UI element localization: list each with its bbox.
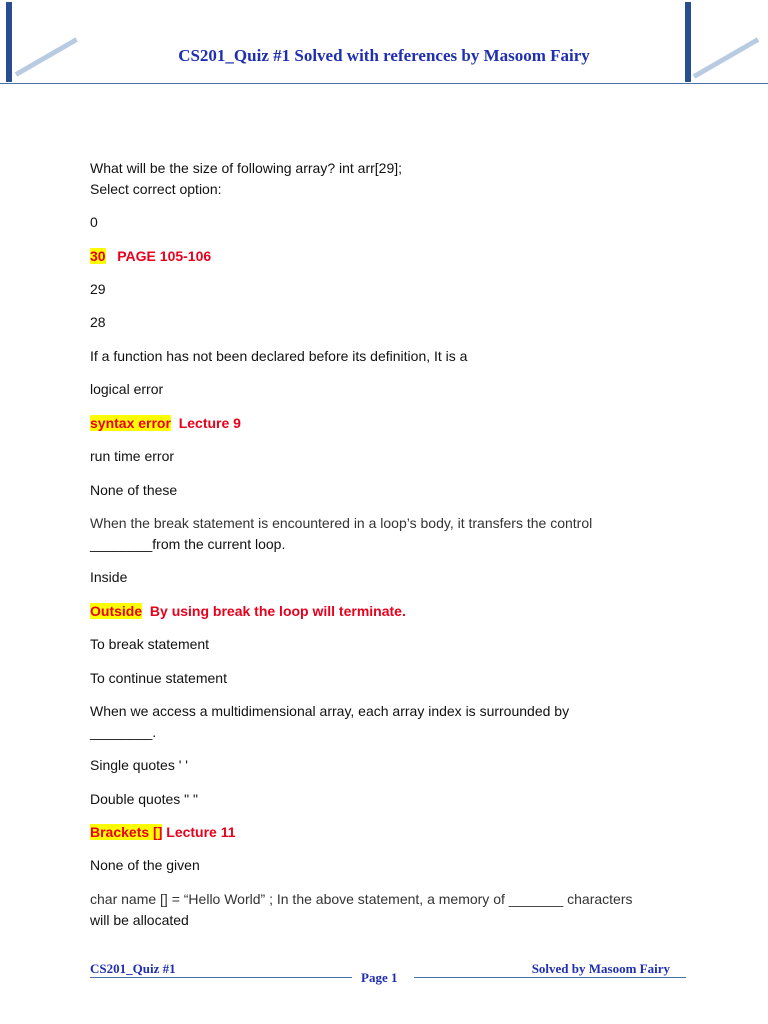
option: None of the given xyxy=(90,857,200,873)
answer-reference: Lecture 9 xyxy=(178,415,241,431)
option: run time error xyxy=(90,448,175,464)
option: To continue statement xyxy=(90,670,227,686)
header-rule xyxy=(0,83,768,84)
question-1-instruction: Select correct option: xyxy=(90,181,222,197)
footer-quiz-title: CS201_Quiz #1 xyxy=(90,961,176,976)
footer-author: Solved by Masoom Fairy xyxy=(531,961,670,976)
answer-reference: By using break the loop will terminate. xyxy=(149,603,406,619)
question-1-text: What will be the size of following array? int arr[29]; xyxy=(90,160,403,176)
option: logical error xyxy=(90,381,164,397)
page-header xyxy=(0,0,768,86)
option: To break statement xyxy=(90,636,210,652)
header-title: CS201_Quiz #1 Solved with references by Masoom Fairy xyxy=(178,46,590,65)
question-3-blank: ________from the current loop. xyxy=(90,536,286,552)
answer-option xyxy=(90,822,236,842)
option: 28 xyxy=(90,314,106,330)
option: Single quotes ' ' xyxy=(90,757,188,773)
question-4-text: When we access a multidimensional array, each array index is surrounded by xyxy=(90,703,570,719)
option: Inside xyxy=(90,569,128,585)
option: 29 xyxy=(90,281,106,297)
answer-text: Brackets [] xyxy=(90,824,163,840)
answer-option xyxy=(90,601,406,621)
option: 0 xyxy=(90,214,98,230)
answer-option xyxy=(90,246,211,266)
footer-rule-left xyxy=(90,977,352,978)
answer-option xyxy=(90,413,241,433)
footer-rule-right xyxy=(414,977,686,978)
answer-reference: Lecture 11 xyxy=(166,824,236,840)
answer-text: syntax error xyxy=(90,415,171,431)
answer-text: 30 xyxy=(90,248,106,264)
question-5-text-cont: will be allocated xyxy=(90,912,189,928)
option: Double quotes " " xyxy=(90,791,199,807)
question-4-blank: ________. xyxy=(90,724,157,740)
answer-reference: PAGE 105-106 xyxy=(117,248,212,264)
header-right-bar xyxy=(685,2,691,82)
option: None of these xyxy=(90,482,178,498)
answer-text: Outside xyxy=(90,603,143,619)
header-left-bar xyxy=(6,2,12,82)
question-5-text: char name [] = “Hello World” ; In the above statement, a memory of _______ characters xyxy=(90,891,633,907)
footer-page-number: Page 1 xyxy=(361,970,398,985)
question-2-text: If a function has not been declared before its definition, It is a xyxy=(90,348,468,364)
question-3-text: When the break statement is encountered in a loop’s body, it transfers the control xyxy=(90,515,593,531)
